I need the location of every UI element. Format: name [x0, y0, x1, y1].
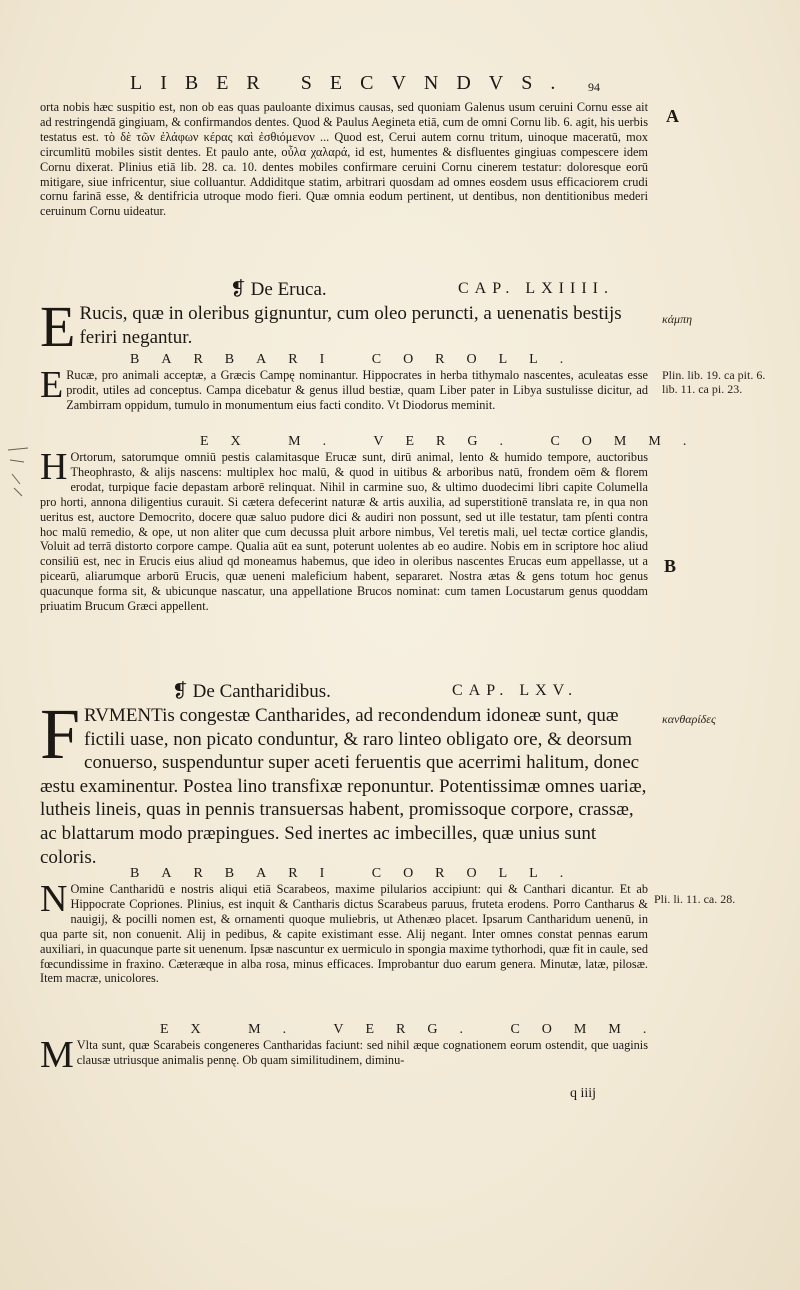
- chapter-65-dropcap: F: [40, 694, 81, 774]
- section-marker-a: A: [666, 106, 679, 126]
- chapter-65-vergil: [40, 1022, 669, 1076]
- chapter-64-heading: [40, 278, 648, 302]
- chapter-65-heading: [40, 680, 648, 704]
- vergil-text-2: Vlta sunt, quæ Scarabeis congeneres Cantharidas faciunt: sed nihil æque cognationem eorum ostendit, que uaginis clausæ utriusque animalis pennę. Ob quam similitudinem, diminu-: [76, 1038, 648, 1067]
- chapter-64: [40, 278, 648, 359]
- chapter-64-title: ❡ De Eruca.: [230, 279, 327, 300]
- vergil-text-1: Ortorum, satorumque omniū pestis calamitasque Erucæ sunt, dirū animal, lento & humido tempore, auctoribus Theophrasto, & alijs nascens: multiplex hoc malū, & quod in uitibus & arboribus natū, frondem oēm & florem erodat, turpique facie depastam arborē relinquat. Nihil in carmine suo, & ultimo duodecimi libri capite Columella pro horti, annona diligentius curauit. Si cætera defecerint naturæ & artis auxilia, ad superstitionē translata re, in qua non ueritus est, auctore Democrito, docere quæ saluo pudore dici & audiri non possunt, sed ut ille testatur, tam pſenti contra hoc malū remedio, & ope, ut non aliter que cum decussa pluit arbore nimbus, Vel teretis mali, uel tectæ cortice glandis, Voluit ad terrā distorto corpore campe. Qualia aūt ea sunt, poterunt uolentes ab eo audire. Nobis em in scriptore hoc aliud consiliū est, nec in Erucis eius aliud qd moneamus habemus, que ideo in oleribus nascentes Erucas eum appellasse, ut a picearū, aliarumque arborū Erucis, quæ ueneni maleficium habent, separaret. Nostra ætas & gens totum hoc genus quacunque forma sit, & ubicunque nascatur, una appellatione Brucos nominat: cum tamen Locustarum genus quoddam priuatim Brucum Græci appellent.: [40, 450, 648, 614]
- barbari-text-2: Omine Cantharidū e nostris aliqui etiā Scarabeos, maxime pilularios accipiunt: qui & Canthari dicantur. Et ab Hippocrate Copriones. Plinius, est inquit & Cantharis dictus Scarabeus paruus, fruteta erodens. Porro Cantharus & nauigij, & pocilli nomen est, & ornamenti quoque muliebris, ut Athenæo placet. Ipsarum Cantharidum uenenū, in qua parte sit, non conuenit. Alij in pedibus, & capite existimant esse. Alij negant. Inter omnes constat pennas earum auxiliari, in quacunque parte sit uenenum. Ipsæ nascuntur ex uermiculo in spongia maxime tythorhodi, quæ fit in caule, sed fœcundissime in fraxino. Cæteræque in alba rosa, minus efficaces. Improbantur duo earum genera. Minutæ, latæ, pilosæ. Item macræ, unicolores.: [40, 882, 648, 986]
- vergil-heading-2: EX M. VERG. COMM.: [160, 1022, 669, 1037]
- chapter-65: [40, 680, 648, 869]
- folio-number: 94: [588, 80, 600, 94]
- chapter-64-number: CAP. LXIIII.: [458, 280, 614, 297]
- barbari-dropcap-2: N: [40, 878, 68, 920]
- barbari-dropcap-1: E: [40, 364, 64, 406]
- chapter-64-barbari: [40, 352, 648, 413]
- section-marker-b: B: [664, 556, 677, 576]
- running-header: [130, 72, 650, 102]
- chapter-65-text: RVMENTis congestæ Cantharides, ad recondendum idoneæ sunt, quæ fictili uase, non picato conduntur, & raro linteo obligato ore, & deorsum conuerso, suspenduntur super aceti feruentis que acerrimi halitum, donec æstu examinentur. Postea lino transfixæ reponuntur. Potentissimæ omnes uariæ, lutheis lineis, quas in pennis transuersas habent, promissoque corpore, crassæ, ac blattarum modo præpingues. Sed inertes ac imbecilles, quæ unius sunt coloris.: [40, 705, 647, 868]
- margin-annotation-mark: [6, 440, 30, 498]
- intro-paragraph: [40, 100, 648, 219]
- intro-text: orta nobis hæc suspitio est, non ob eas quas pauloante diximus causas, sed quoniam Galenus usum ceruini Cornu esse ait ad restringendā gingiuam, & confirmandos dentes. Quod & Paulus Aegineta etiā, cum de omni Cornu lib. 6. agit, his uerbis testatus est. τὸ δὲ τῶν ἐλάφων κέρας καὶ ἐσθιόμενον ... Quod est, Cerui autem cornu tritum, uinoque maceratū, mox circumlitū mobiles sistit dentes. Et paulo ante, οὖλα χαλαρά, id est, humentes & disfluentes gingiuas compescere idem Cornu dixerat. Plinius etiā lib. 28. ca. 10. dentes mobiles confirmare ceruini Cornu cinerem testatur: doloresque eorū mitigare, siue infricentur, siue colluantur. Addiditque statim, arbitrari quosdam ad omnes eosdem usus efficaciorem crudi cornu farinā esse, & dentifricia utroque modo fieri. Quæ omnia eodum pertinent, ut dentibus, non dentitionibus mederi ceruinum Cornu uideatur.: [40, 100, 648, 219]
- barbari-heading-1: BARBARI COROLL.: [130, 352, 586, 367]
- margin-pliny-ref-2: Pli. li. 11. ca. 28.: [654, 892, 736, 906]
- chapter-65-number: CAP. LXV.: [452, 682, 579, 699]
- chapter-64-dropcap: E: [40, 294, 76, 359]
- vergil-heading-1: EX M. VERG. COMM.: [200, 434, 709, 449]
- vergil-dropcap-1: H: [40, 446, 68, 488]
- chapter-64-text: Rucis, quæ in oleribus gignuntur, cum oleo peruncti, a uenenatis bestijs feriri negantur.: [79, 303, 622, 348]
- margin-greek-kantharides: κανθαρίδες: [662, 712, 716, 726]
- chapter-64-vergil: [40, 434, 709, 614]
- margin-greek-kampe: κάμπη: [662, 312, 693, 326]
- signature-mark: q iiij: [570, 1086, 597, 1101]
- vergil-dropcap-2: M: [40, 1034, 74, 1076]
- barbari-text-1: Rucæ, pro animali acceptæ, a Græcis Campę nominantur. Hippocrates in herba tithymalo nascentes, aculeatas esse prodit, utiles ad conceptus. Campa dicebatur & genus illud bestiæ, quam Liber pater in Libya sustulisse dicitur, ad Zambirram oppidum, tumulo in monumentum eius facti condito. Vt Diodorus meminit.: [66, 368, 648, 412]
- barbari-heading-2: BARBARI COROLL.: [130, 866, 586, 881]
- chapter-65-barbari: [40, 866, 648, 986]
- running-title: LIBER SECVNDVS.: [130, 72, 574, 94]
- margin-pliny-ref-1: Plin. lib. 19. ca pit. 6. lib. 11. ca pi. 23.: [662, 368, 766, 396]
- chapter-65-title: ❡ De Cantharidibus.: [172, 681, 331, 702]
